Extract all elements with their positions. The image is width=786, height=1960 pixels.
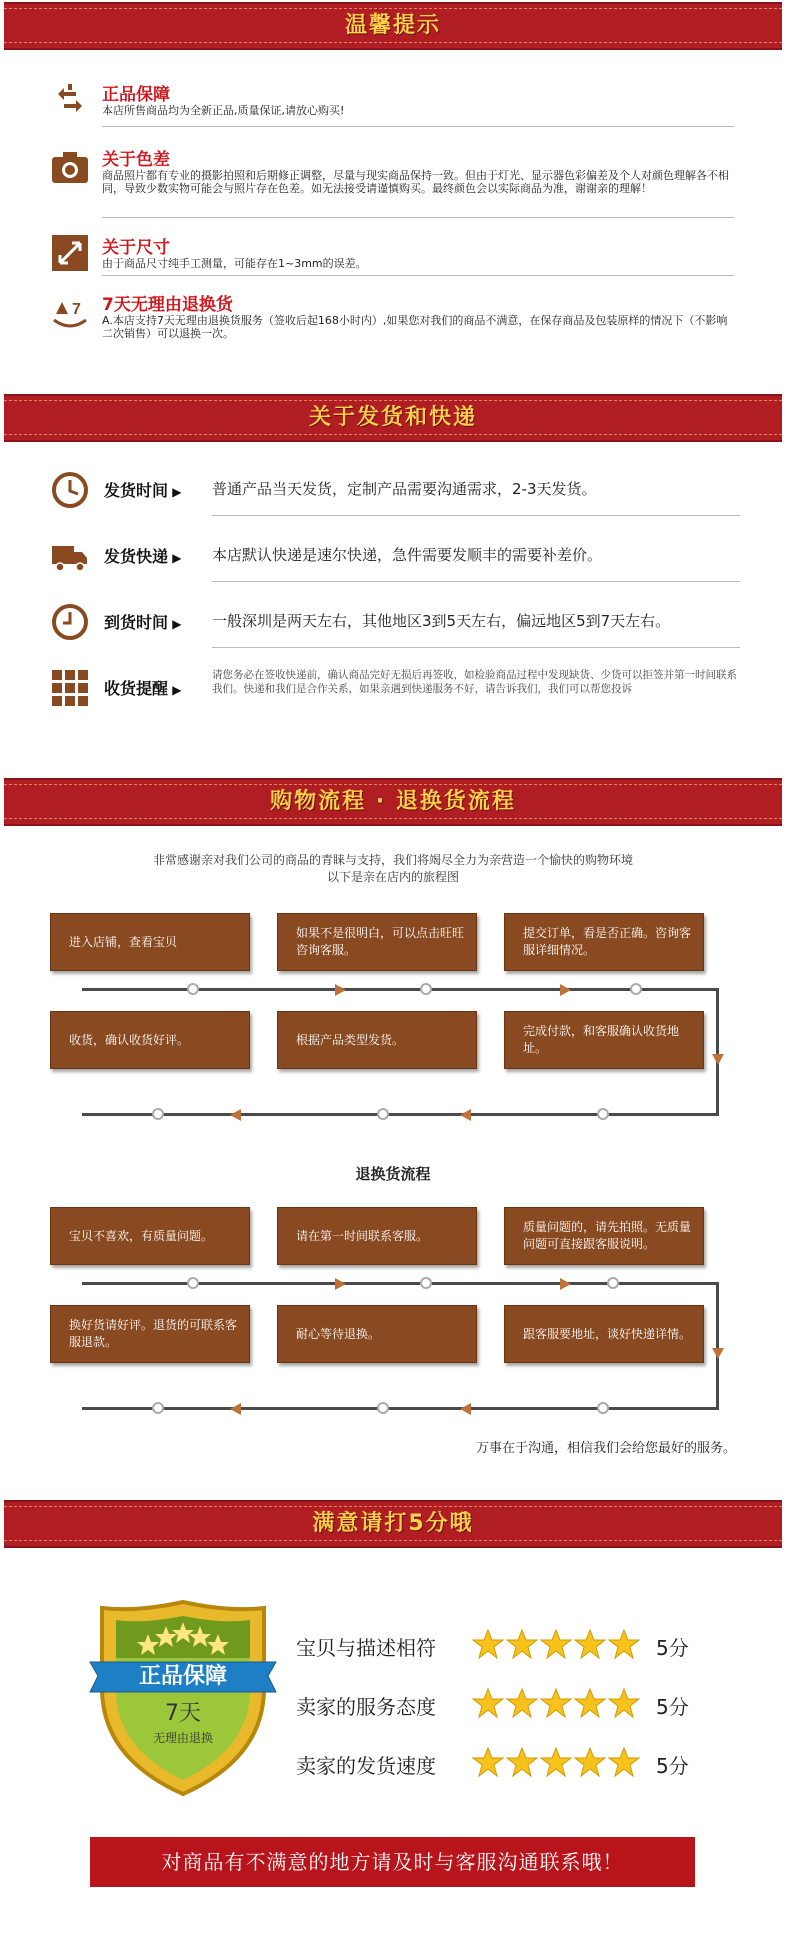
tips-title: 温馨提示 xyxy=(344,13,441,38)
divider xyxy=(212,515,740,516)
flow-node xyxy=(597,1108,609,1120)
badge-subtitle: 无理由退换 xyxy=(152,1731,213,1745)
star-icon xyxy=(574,1746,606,1778)
flow-node xyxy=(187,1277,199,1289)
flow-arrow xyxy=(460,1109,471,1121)
return-icon xyxy=(50,292,90,332)
svg-text:7: 7 xyxy=(72,301,81,318)
star-icon xyxy=(472,1687,504,1719)
divider xyxy=(212,647,740,648)
rating-score: 5分 xyxy=(656,1636,689,1660)
flow-arrow xyxy=(712,1348,724,1359)
tip-text: 由于商品尺寸纯手工测量，可能存在1~3mm的误差。 xyxy=(102,257,367,270)
star-icon xyxy=(608,1687,640,1719)
divider xyxy=(102,275,734,276)
flow-arrow xyxy=(560,984,571,996)
shipping-text: 普通产品当天发货，定制产品需要沟通需求，2-3天发货。 xyxy=(212,480,597,498)
return-step: 跟客服要地址，谈好快递详情。 xyxy=(504,1305,704,1363)
return-step: 质量问题的，请先拍照。无质量问题可直接跟客服说明。 xyxy=(504,1207,704,1265)
return-step: 请在第一时间联系客服。 xyxy=(277,1207,477,1265)
contact-banner: 对商品有不满意的地方请及时与客服沟通联系哦！ xyxy=(90,1837,695,1887)
star-icon xyxy=(540,1687,572,1719)
flow-arrow xyxy=(230,1403,241,1415)
rating-row xyxy=(296,1626,696,1666)
tip-text: 本店所售商品均为全新正品,质量保证,请放心购买! xyxy=(102,104,345,117)
rating-score: 5分 xyxy=(656,1695,689,1719)
shipping-label: 收货提醒 ▶ xyxy=(104,676,181,699)
rating-label: 卖家的服务态度 xyxy=(296,1695,436,1719)
rating-label: 宝贝与描述相符 xyxy=(296,1636,436,1660)
truck-icon xyxy=(50,536,90,576)
shipping-label: 发货快递 ▶ xyxy=(104,544,181,567)
star-icon xyxy=(472,1746,504,1778)
star-icon xyxy=(608,1746,640,1778)
divider xyxy=(102,217,734,218)
shipping-text: 一般深圳是两天左右，其他地区3到5天左右，偏远地区5到7天左右。 xyxy=(212,612,671,630)
flow-node xyxy=(377,1402,389,1414)
clock-icon xyxy=(50,470,90,510)
process-banner xyxy=(4,778,782,826)
flow-line xyxy=(716,988,719,1116)
flow-arrow xyxy=(335,1278,346,1290)
flow-node xyxy=(607,1277,619,1289)
shop-step: 提交订单，看是否正确。咨询客服详细情况。 xyxy=(504,913,704,971)
shop-step: 完成付款，和客服确认收货地址。 xyxy=(504,1011,704,1069)
flow-node xyxy=(597,1402,609,1414)
flow-line xyxy=(82,1113,719,1116)
return-title: 退换货流程 xyxy=(355,1165,431,1183)
tip-title: 关于色差 xyxy=(102,150,170,170)
star-icon xyxy=(574,1687,606,1719)
shield-icon xyxy=(88,1598,278,1798)
flow-node xyxy=(152,1108,164,1120)
rating-label: 卖家的发货速度 xyxy=(296,1754,436,1778)
tip-text: A.本店支持7天无理由退换货服务（签收后起168小时内）,如果您对我们的商品不满意，在保存商品及包装原样的情况下（不影响二次销售）可以退换一次。 xyxy=(102,314,728,340)
return-step: 耐心等待退换。 xyxy=(277,1305,477,1363)
star-icon xyxy=(506,1746,538,1778)
rating-banner xyxy=(4,1500,782,1548)
star-icon xyxy=(506,1628,538,1660)
rating-stars xyxy=(472,1746,642,1782)
flow-line xyxy=(82,1282,719,1285)
shop-step: 进入店铺，查看宝贝 xyxy=(50,913,250,971)
flow-arrow xyxy=(230,1109,241,1121)
rating-stars xyxy=(472,1628,642,1664)
tip-title: 7天无理由退换货 xyxy=(102,295,233,315)
return-step: 宝贝不喜欢，有质量问题。 xyxy=(50,1207,250,1265)
flow-node xyxy=(420,1277,432,1289)
guarantee-badge xyxy=(88,1598,278,1798)
flow-node xyxy=(187,983,199,995)
rating-row xyxy=(296,1744,696,1784)
star-icon xyxy=(608,1628,640,1660)
shipping-row xyxy=(50,664,740,714)
flow-line xyxy=(82,988,719,991)
shipping-text: 请您务必在签收快递前，确认商品完好无损后再签收，如检验商品过程中发现缺货、少货可以拒签并第一时间联系我们。快递和我们是合作关系，如果亲遇到快递服务不好，请告诉我们，我们可以帮您投诉 xyxy=(212,669,737,695)
rating-stars xyxy=(472,1687,642,1723)
star-icon xyxy=(540,1628,572,1660)
genuine-icon xyxy=(50,80,90,120)
shipping-title: 关于发货和快递 xyxy=(308,405,477,430)
grid-icon xyxy=(50,668,90,708)
process-title: 购物流程 · 退换货流程 xyxy=(270,789,516,814)
flow-line xyxy=(82,1407,719,1410)
flow-node xyxy=(152,1402,164,1414)
resize-icon xyxy=(50,233,90,273)
tips-banner xyxy=(4,2,782,50)
process-intro-1: 非常感谢亲对我们公司的商品的青睐与支持，我们将竭尽全力为亲营造一个愉快的购物环境 xyxy=(152,853,633,867)
star-icon xyxy=(540,1746,572,1778)
tip-title: 关于尺寸 xyxy=(102,238,170,258)
flow-arrow xyxy=(712,1054,724,1065)
shop-step: 如果不是很明白，可以点击旺旺咨询客服。 xyxy=(277,913,477,971)
divider xyxy=(102,126,734,127)
shipping-row xyxy=(50,598,740,648)
shop-step: 收货，确认收货好评。 xyxy=(50,1011,250,1069)
camera-icon xyxy=(50,147,90,187)
shipping-banner xyxy=(4,394,782,442)
shipping-row xyxy=(50,466,740,516)
shop-step: 根据产品类型发货。 xyxy=(277,1011,477,1069)
flow-node xyxy=(420,983,432,995)
flow-arrow xyxy=(335,984,346,996)
flow-node xyxy=(377,1108,389,1120)
shipping-label: 发货时间 ▶ xyxy=(104,478,181,501)
divider xyxy=(212,581,740,582)
star-icon xyxy=(472,1628,504,1660)
badge-days: 7天 xyxy=(165,1701,201,1726)
star-icon xyxy=(574,1628,606,1660)
tip-title: 正品保障 xyxy=(102,85,170,105)
shipping-text: 本店默认快递是速尔快递，急件需要发顺丰的需要补差价。 xyxy=(212,546,603,564)
process-intro-2: 以下是亲在店内的旅程图 xyxy=(326,870,459,884)
closing-text: 万事在于沟通，相信我们会给您最好的服务。 xyxy=(475,1441,736,1456)
tip-text: 商品照片都有专业的摄影拍照和后期修正调整，尽量与现实商品保持一致。但由于灯光、显示器色彩偏差及个人对颜色理解各不相同，导致少数实物可能会与照片存在色差。如无法接受请谨慎购买。最终颜色会以实际商品为准，谢谢亲的理解！ xyxy=(102,169,729,195)
arrival-clock-icon xyxy=(50,602,90,642)
flow-node xyxy=(630,983,642,995)
shipping-row xyxy=(50,532,740,582)
flow-arrow xyxy=(460,1403,471,1415)
flow-arrow xyxy=(560,1278,571,1290)
rating-row xyxy=(296,1685,696,1725)
star-icon xyxy=(506,1687,538,1719)
rating-title: 满意请打5分哦 xyxy=(312,1511,474,1536)
return-step: 换好货请好评。退货的可联系客服退款。 xyxy=(50,1305,250,1363)
shipping-label: 到货时间 ▶ xyxy=(104,610,181,633)
rating-score: 5分 xyxy=(656,1754,689,1778)
badge-banner: 正品保障 xyxy=(138,1664,227,1689)
flow-line xyxy=(716,1282,719,1410)
